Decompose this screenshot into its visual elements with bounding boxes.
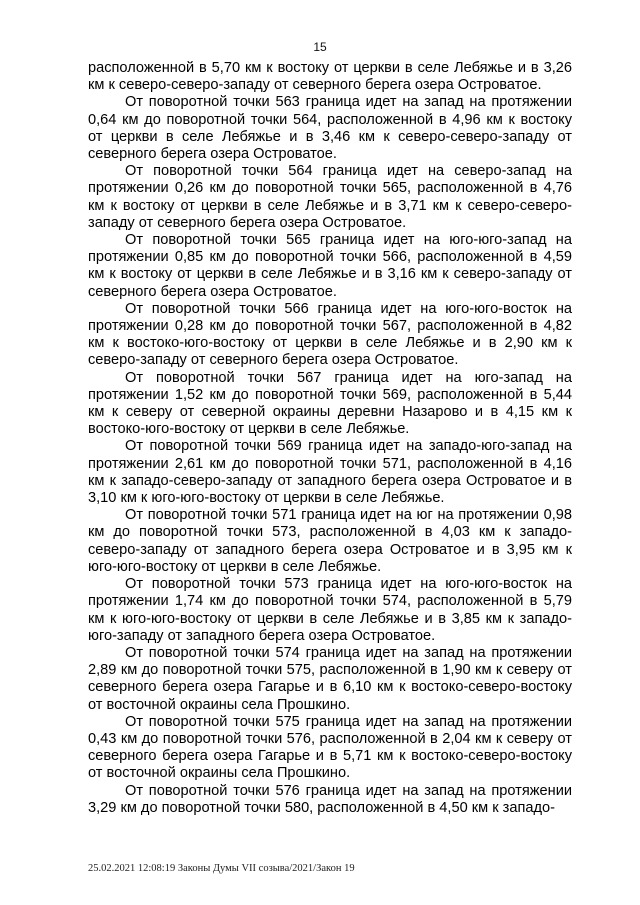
document-body: [88, 60, 572, 817]
paragraph: От поворотной точки 576 граница идет на запад на протяжении 3,29 км до поворотной точки 580, расположенной в 4,50 км к западо-: [88, 782, 572, 816]
document-footer: 25.02.2021 12:08:19 Законы Думы VII созыва/2021/Закон 19: [88, 863, 355, 874]
paragraph: От поворотной точки 573 граница идет на юго-юго-восток на протяжении 1,74 км до поворотной точки 574, расположенной в 5,79 км к юго-юго-востоку от церкви в селе Лебяжье и в 3,85 км к западо-юго-западу от западного берега озера Островатое.: [88, 576, 572, 644]
paragraph: От поворотной точки 566 граница идет на юго-юго-восток на протяжении 0,28 км до поворотной точки 567, расположенной в 4,82 км к востоко-юго-востоку от церкви в селе Лебяжье и в 2,90 км к северо-западу от северного берега озера Островатое.: [88, 300, 572, 369]
paragraph: От поворотной точки 571 граница идет на юг на протяжении 0,98 км до поворотной точки 573, расположенной в 4,03 км к западо-северо-западу от западного берега озера Островатое и в 3,95 км к юго-юго-востоку от церкви в селе Лебяжье.: [88, 507, 572, 575]
page-number: 15: [313, 40, 327, 54]
paragraph: От поворотной точки 564 граница идет на северо-запад на протяжении 0,26 км до поворотной точки 565, расположенной в 4,76 км к востоку от церкви в селе Лебяжье и в 3,71 км к северо-северо-западу от северного берега озера Островатое.: [88, 163, 572, 231]
paragraph: От поворотной точки 567 граница идет на юго-запад на протяжении 1,52 км до поворотной точки 569, расположенной в 5,44 км к северу от северной окраины деревни Назарово и в 4,15 км к востоко-юго-востоку от церкви в селе Лебяжье.: [88, 369, 572, 438]
paragraph: От поворотной точки 563 граница идет на запад на протяжении 0,64 км до поворотной точки 564, расположенной в 4,96 км к востоку от церкви в селе Лебяжье и в 3,46 км к северо-северо-западу от северного берега озера Островатое.: [88, 94, 572, 163]
paragraph: От поворотной точки 565 граница идет на юго-юго-запад на протяжении 0,85 км до поворотной точки 566, расположенной в 4,59 км к востоку от церкви в селе Лебяжье и в 3,16 км к северо-западу от северного берега озера Островатое.: [88, 232, 572, 300]
paragraph: От поворотной точки 574 граница идет на запад на протяжении 2,89 км до поворотной точки 575, расположенной в 1,90 км к северу от северного берега озера Гагарье и в 6,10 км к востоко-северо-востоку от восточной окраины села Прошкино.: [88, 644, 572, 713]
paragraph: От поворотной точки 575 граница идет на запад на протяжении 0,43 км до поворотной точки 576, расположенной в 2,04 км к северу от северного берега озера Гагарье и в 5,71 км к востоко-северо-востоку от восточной окраины села Прошкино.: [88, 713, 572, 782]
paragraph: От поворотной точки 569 граница идет на западо-юго-запад на протяжении 2,61 км до поворотной точки 571, расположенной в 4,16 км к западо-северо-западу от западного берега озера Островатое и в 3,10 км к юго-юго-востоку от церкви в селе Лебяжье.: [88, 438, 572, 507]
paragraph-continuation: расположенной в 5,70 км к востоку от церкви в селе Лебяжье и в 3,26 км к северо-северо-западу от северного берега озера Островатое.: [88, 60, 572, 94]
